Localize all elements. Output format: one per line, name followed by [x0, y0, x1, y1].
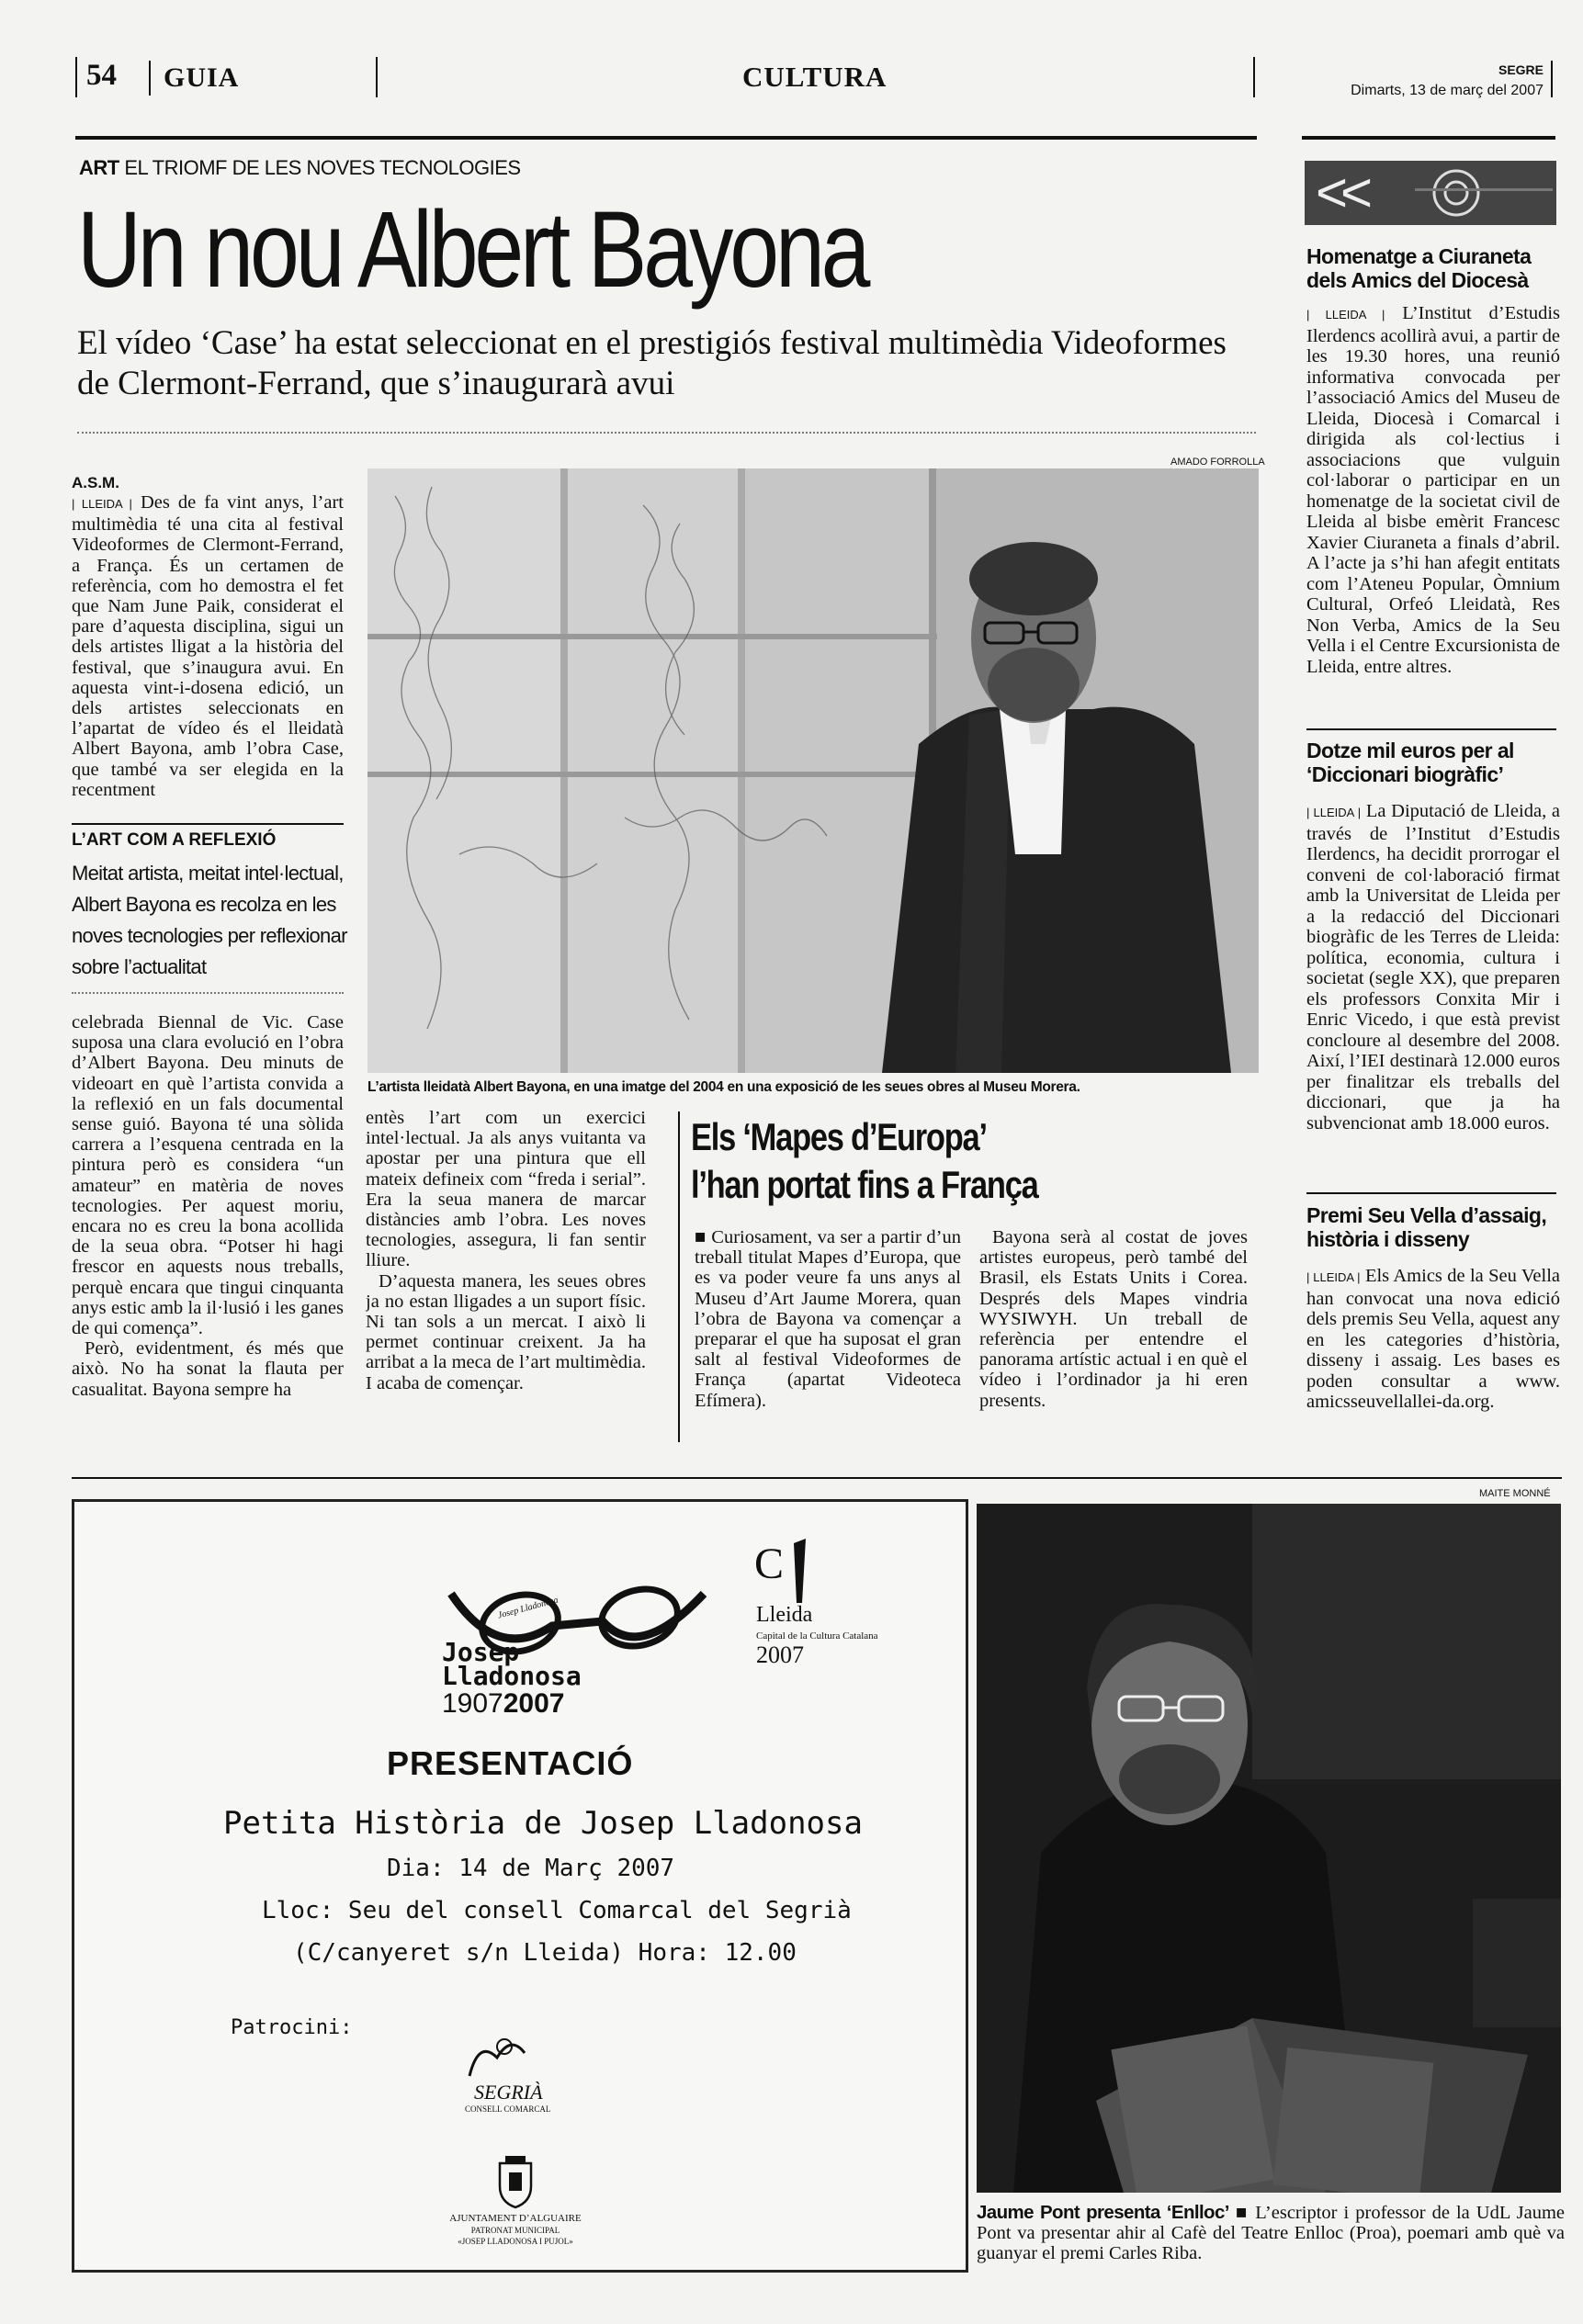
bottom-photo	[977, 1504, 1561, 2193]
ad-sponsors-label: Patrocini:	[231, 2016, 353, 2039]
box-col2	[979, 1227, 1248, 1448]
sidebar-item-1-text: | LLEIDA | L’Institut d’Estudis Ilerdencs acollirà avui, a partir de les 19.30 hores, una reunió informativa convocada per l’associació Amics del Museu de Lleida, Diocesà i Comarcal i dirigida als col·lectius i associacions que vulguin col·laborar o participar en un homenatge de la societat civil de Lleida al bisbe emèrit Francesc Xavier Ciuraneta a finals d’abril. A l’acte ja s’hi han afegit entitats com l’Ateneu Popular, Òmnium Cultural, Orfeó Lleidatà, Res Non Verba, Amics de la Seu Vella i el Centre Excursionista de Lleida, entre altres.	[1306, 303, 1560, 677]
ad-subtitle: Petita Història de Josep Lladonosa	[223, 1805, 863, 1842]
ad-years: 19072007	[442, 1688, 565, 1719]
body-text: D’aquesta manera, les seues obres ja no estan lligades a un suport físic. Ni tan sols a un mercat. I això li permet continuar creixent. Ja ha arribat a la meca de l’art multimèdia. I acaba de començar.	[366, 1270, 646, 1393]
ad-place: Lloc: Seu del consell Comarcal del Segrià	[262, 1897, 852, 1924]
location-tag: | LLEIDA |	[72, 497, 132, 511]
header-rule	[376, 57, 378, 97]
kicker-tag: ART	[79, 156, 119, 179]
bullet-square-icon: ■	[1235, 2203, 1249, 2223]
sidebar-logo	[1305, 161, 1556, 225]
ad-title: PRESENTACIÓ	[387, 1744, 634, 1782]
box-col1	[695, 1227, 961, 1448]
capital-year: 2007	[756, 1641, 804, 1668]
sponsor-segria: SEGRIÀ	[474, 2081, 543, 2104]
subheadline: El vídeo ‘Case’ ha estat seleccionat en el prestigiós festival multimèdia Videoformes de Clermont-Ferrand, que s’inaugurarà avui	[77, 324, 1227, 402]
header-rule	[149, 61, 151, 96]
location-tag: | LLEIDA |	[1306, 1270, 1361, 1284]
body-text: Curiosament, va ser a partir d’un treball titulat Mapes d’Europa, que es va poder veure fa uns anys al Museu d’Art Jaume Morera, quan l’obra de Bayona va començar a preparar el que ha suposat el gran salt al festival Videoformes de França (apartat Videoteca Efímera).	[695, 1227, 961, 1411]
capital-city: Lleida	[756, 1603, 813, 1627]
coat-of-arms-icon	[492, 2154, 538, 2209]
header-rule	[1551, 61, 1553, 97]
issue-date: Dimarts, 13 de març del 2007	[1351, 83, 1543, 98]
photo-credit: AMADO FORROLLA	[1170, 457, 1265, 468]
author: A.S.M.	[72, 474, 119, 491]
kicker	[79, 156, 521, 180]
box-headline: Els ‘Mapes d’Europa’ l’han portat fins a França	[691, 1115, 1038, 1206]
body-text: Bayona serà al costat de joves artistes europeus, però també del Brasil, els Estats Units i Corea. Després dels Mapes vindria WYSIWYH. Un treball de referència per entendre el panorama artístic actual i en què el vídeo i l’ordinador ja hi eren presents.	[979, 1227, 1248, 1411]
body-text: celebrada Biennal de Vic. Case suposa una clara evolució en l’obra d’Albert Bayona. Deu minuts de videoart en què l’artista convida a la reflexió en un fals documental sense guió. Bayona té una sòlida carrera a l’esquena centrada en la pintura però es considera “un amateur” en matèria de noves tecnologies. Per aquest moriu, encara no es creu la bona acollida de la seua obra. “Potser hi hagi frescor en aquests nous treballs, perquè encara que tingui cinquanta anys estic amb la il·lusió i les ganes de qui comença”.	[72, 1012, 344, 1339]
article-col1-bottom	[72, 1012, 344, 1444]
top-rule	[75, 136, 1257, 140]
photo-caption: L’artista lleidatà Albert Bayona, en una imatge del 2004 en una exposició de les seues obres al Museu Morera.	[367, 1079, 1080, 1095]
sponsor-alguaire-sub2: «JOSEP LLADONOSA I PUJOL»	[458, 2237, 573, 2246]
sponsor-alguaire: AJUNTAMENT D’ALGUAIRE	[449, 2213, 582, 2224]
author-photo-image	[977, 1504, 1561, 2193]
pullquote-rule	[72, 823, 344, 825]
back-arrows-icon: <<	[1316, 162, 1366, 223]
page-divider	[72, 1477, 1562, 1479]
location-tag: | LLEIDA |	[1306, 308, 1385, 322]
pullquote-title: L’ART COM A REFLEXIÓ	[72, 830, 277, 850]
ad-address: (C/canyeret s/n Lleida) Hora: 12.00	[293, 1939, 797, 1967]
capital-subtitle: Capital de la Cultura Catalana	[756, 1630, 878, 1641]
sidebar-item-1-title: Homenatge a Ciuraneta dels Amics del Diocesà	[1306, 244, 1532, 292]
body-text: Però, evidentment, és més que això. No ha sonat la flauta per casualitat. Bayona sempre ha	[72, 1338, 344, 1400]
headline: Un nou Albert Bayona	[77, 189, 867, 310]
capital-logo-letter: C	[754, 1540, 785, 1588]
top-rule-sidebar	[1302, 136, 1555, 140]
sponsor-alguaire-sub1: PATRONAT MUNICIPAL	[470, 2226, 560, 2235]
main-photo	[367, 468, 1259, 1073]
header-rule	[1253, 57, 1255, 97]
page-number: 54	[86, 59, 117, 92]
sidebar-item-3-text: | LLEIDA | Els Amics de la Seu Vella han convocat una nova edició dels premis Seu Vella, aquest any en les categories d’història, disseny i assaig. Les bases es poden consultar a www. amicsseuvellallei-da.org.	[1306, 1266, 1560, 1412]
pullquote-rule-bottom	[72, 992, 344, 994]
artist-photo-image	[367, 468, 1259, 1073]
body-text: Des de fa vint anys, l’art multimèdia té una cita al festival Videoformes de Clermont-Ferrand, a França. És un certamen de referència, com ho demostra el fet que Nam June Paik, considerat el pare d’aquesta disciplina, sigui un dels artistes lligat a la història del festival, que s’inaugura avui. En aquesta vint-i-dosena edició, un dels artistes seleccionats en l’apartat de vídeo és el lleidatà Albert Bayona, amb l’obra Case, que també va ser elegida en la recentment	[72, 492, 344, 800]
article-col2	[366, 1108, 646, 1448]
location-tag: | LLEIDA |	[1306, 806, 1362, 819]
kicker-text: EL TRIOMF DE LES NOVES TECNOLOGIES	[124, 156, 521, 179]
sponsor-segria-sub: CONSELL COMARCAL	[465, 2104, 551, 2114]
segria-logo-icon	[460, 2030, 534, 2085]
advertisement	[72, 1499, 968, 2273]
bottom-photo-caption	[977, 2203, 1565, 2263]
target-icon	[1305, 161, 1556, 225]
category-name: CULTURA	[742, 61, 888, 93]
section-divider	[77, 432, 1256, 434]
pullquote-text: Meitat artista, meitat intel·lectual, Albert Bayona es recolza en les noves tecnologies per reflexionar sobre l’actualitat	[72, 862, 347, 978]
sidebar-item-2-title: Dotze mil euros per al ‘Diccionari biogràfic’	[1306, 739, 1514, 786]
capital-logo-mark	[789, 1539, 808, 1603]
article-col1-top	[72, 492, 344, 805]
bottom-photo-credit: MAITE MONNÉ	[1479, 1488, 1551, 1499]
body-text: entès l’art com un exercici intel·lectual. Ja als anys vuitanta va apostar per una pintura que ell mateix defineix com “freda i serial”. Era la seua manera de marcar distàncies amb l’obra. Les noves tecnologies, assegura, li fan sentir lliure.	[366, 1108, 646, 1271]
sidebar-item-2-text: | LLEIDA | La Diputació de Lleida, a través de l’Institut d’Estudis Ilerdencs, ha decidit prorrogar el conveni de col·laboració firmat amb la Universitat de Lleida per a la redacció del Diccionari biogràfic de les Terres de Lleida: política, economia, cultura i societat (segle XX), que preparen els professors Conxita Mir i Enric Vicedo, i que està previst concloure al desembre del 2008. Així, l’IEI destinarà 12.000 euros per finalitzar els treballs del diccionari, que ja ha subvencionat amb 18.000 euros.	[1306, 801, 1560, 1134]
glasses-text: Josep Lladonosa	[496, 1595, 560, 1621]
section-name: GUIA	[164, 62, 240, 93]
sidebar-divider	[1306, 1192, 1556, 1194]
sidebar-divider	[1306, 728, 1556, 730]
caption-text: L’escriptor i professor de la UdL Jaume Pont va presentar ahir al Cafè del Teatre Enlloc (Proa), poemari amb què va guanyar el premi Carles Riba.	[977, 2203, 1566, 2263]
paper-name: SEGRE	[1498, 62, 1543, 77]
ad-date: Dia: 14 de Març 2007	[387, 1855, 675, 1882]
header-rule	[75, 57, 77, 97]
sidebar-item-3-title: Premi Seu Vella d’assaig, història i disseny	[1306, 1203, 1547, 1251]
caption-title: Jaume Pont presenta ‘Enlloc’	[977, 2202, 1229, 2223]
box-rule	[678, 1111, 680, 1442]
ad-name-line1: Josep	[442, 1637, 520, 1667]
bullet-square-icon: ■	[695, 1227, 707, 1247]
ad-name-line2: Lladonosa	[442, 1661, 582, 1691]
